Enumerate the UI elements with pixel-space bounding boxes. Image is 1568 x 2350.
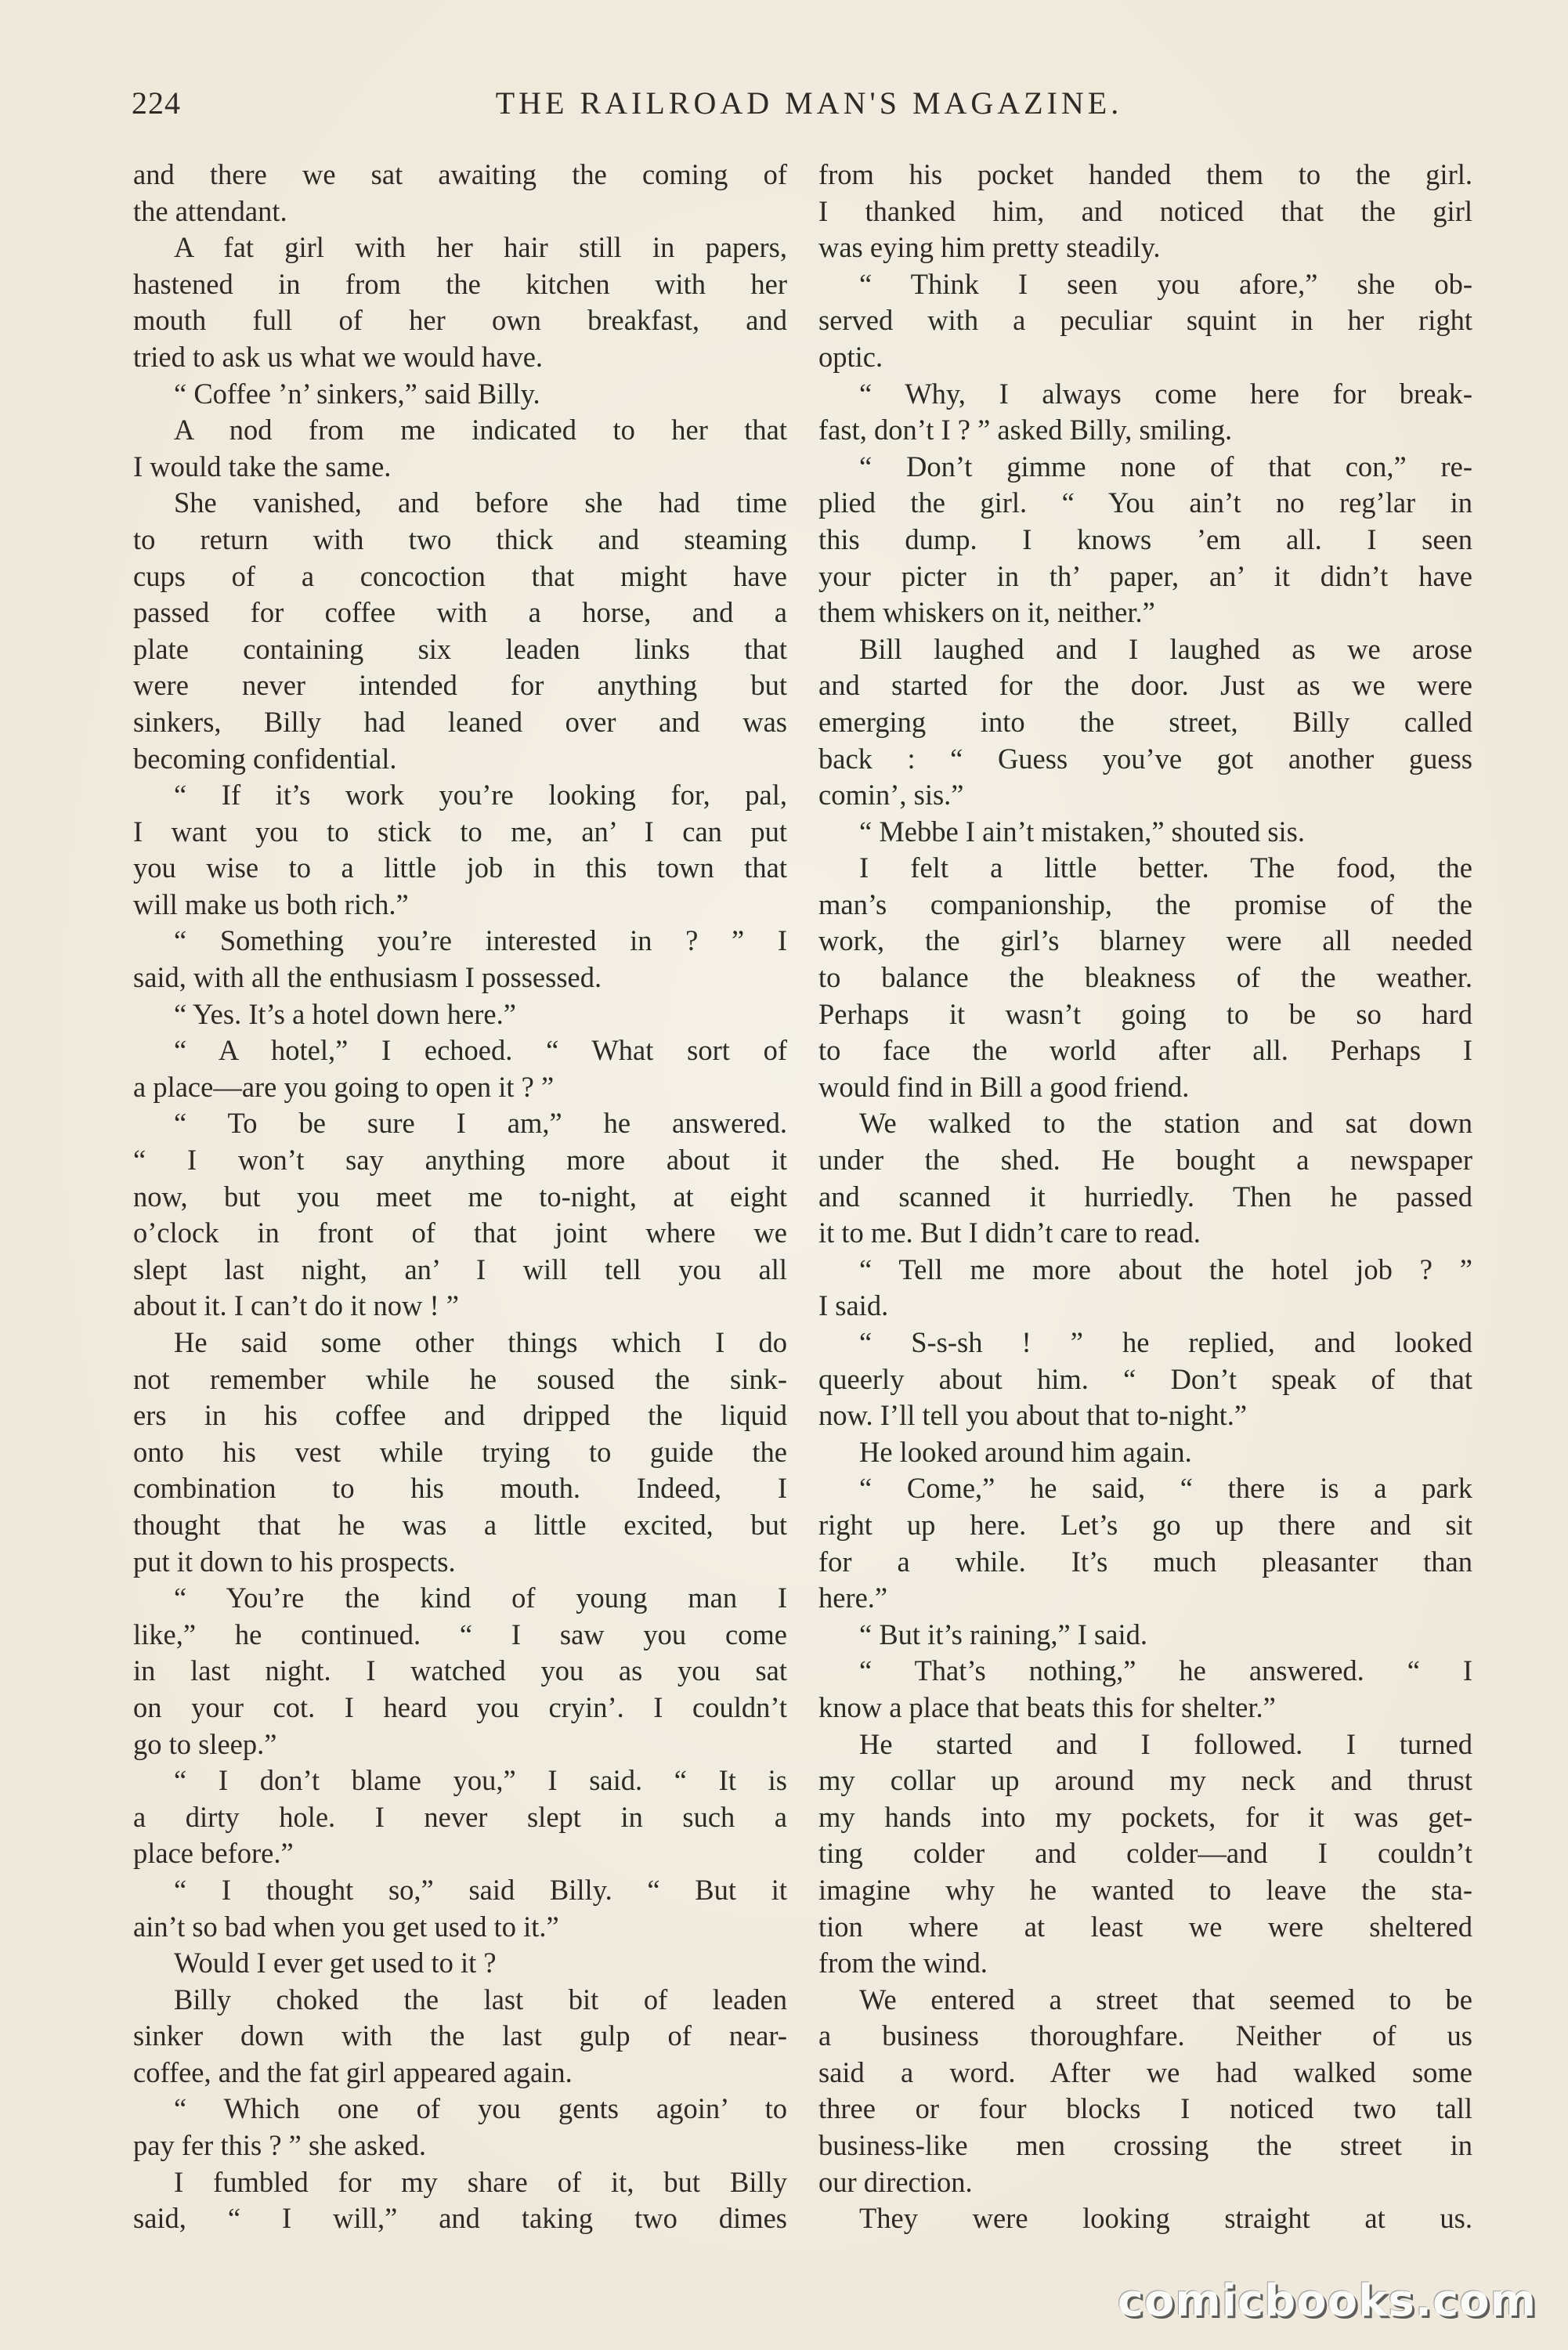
text-line: I said. (818, 1289, 889, 1322)
text-line: onto his vest while trying to guide the (133, 1435, 787, 1468)
text-line: our direction. (818, 2165, 973, 2198)
text-line: queerly about him. “ Don’t speak of that (818, 1362, 1472, 1395)
text-line: go to sleep.” (133, 1727, 277, 1760)
text-line: man’s companionship, the promise of the (818, 888, 1472, 920)
page-header (132, 85, 1487, 132)
text-line: thought that he was a little excited, but (133, 1508, 787, 1541)
text-line: my hands into my pockets, for it was get- (818, 1800, 1472, 1833)
text-line: “ I won’t say anything more about it (133, 1144, 787, 1177)
text-line: He said some other things which I do (174, 1326, 787, 1358)
text-line: said a word. After we had walked some (818, 2055, 1472, 2088)
text-line: from the wind. (818, 1947, 988, 1979)
text-line: said, “ I will,” and taking two dimes (133, 2202, 787, 2235)
text-line: A fat girl with her hair still in papers, (174, 231, 787, 264)
text-line: I want you to stick to me, an’ I can put (133, 815, 787, 848)
text-line: “ To be sure I am,” he answered. (174, 1107, 787, 1140)
text-line: said, with all the enthusiasm I possessed. (133, 961, 602, 994)
text-line: the attendant. (133, 194, 287, 227)
text-line: He started and I followed. I turned (859, 1727, 1472, 1760)
text-line: Billy choked the last bit of leaden (174, 1983, 787, 2016)
page-number: 224 (132, 85, 181, 121)
text-line: now. I’ll tell you about that to-night.” (818, 1399, 1248, 1432)
text-line: would find in Bill a good friend. (818, 1070, 1190, 1103)
text-line: “ Tell me more about the hotel job ? ” (859, 1253, 1472, 1285)
text-line: for a while. It’s much pleasanter than (818, 1545, 1472, 1578)
text-line: sinkers, Billy had leaned over and was (133, 705, 787, 738)
text-line: fast, don’t I ? ” asked Billy, smiling. (818, 414, 1233, 446)
text-line: and started for the door. Just as we were (818, 669, 1472, 702)
text-line: We entered a street that seemed to be (859, 1983, 1472, 2016)
text-line: I thanked him, and noticed that the girl (818, 194, 1472, 227)
text-line: about it. I can’t do it now ! ” (133, 1289, 459, 1322)
text-line: ers in his coffee and dripped the liquid (133, 1399, 787, 1432)
text-line: them whiskers on it, neither.” (818, 596, 1155, 629)
text-line: not remember while he soused the sink- (133, 1362, 787, 1395)
text-line: plate containing six leaden links that (133, 632, 787, 665)
text-line: know a place that beats this for shelter.” (818, 1690, 1276, 1723)
text-line: “ That’s nothing,” he answered. “ I (859, 1654, 1472, 1687)
text-line: emerging into the street, Billy called (818, 705, 1472, 738)
text-line: on your cot. I heard you cryin’. I couldn’t (133, 1690, 787, 1723)
text-line: pay fer this ? ” she asked. (133, 2129, 426, 2162)
text-line: now, but you meet me to-night, at eight (133, 1180, 787, 1213)
text-line: Bill laughed and I laughed as we arose (859, 632, 1472, 665)
text-line: combination to his mouth. Indeed, I (133, 1472, 787, 1505)
text-line: “ Come,” he said, “ there is a park (859, 1472, 1472, 1505)
text-line: “ But it’s raining,” I said. (859, 1618, 1147, 1650)
text-line: to return with two thick and steaming (133, 522, 787, 555)
text-line: “ Which one of you gents agoin’ to (174, 2092, 787, 2125)
text-line: to balance the bleakness of the weather. (818, 961, 1472, 994)
text-line: will make us both rich.” (133, 888, 409, 920)
text-line: becoming confidential. (133, 742, 397, 775)
text-line: place before.” (133, 1837, 294, 1870)
text-line: back : “ Guess you’ve got another guess (818, 742, 1472, 775)
site-watermark: comicbooks.com (1117, 2276, 1537, 2326)
text-line: Would I ever get used to it ? (174, 1947, 497, 1979)
text-line: o’clock in front of that joint where we (133, 1217, 787, 1249)
left-text-column (133, 157, 787, 2237)
text-line: tried to ask us what we would have. (133, 340, 544, 373)
text-line: slept last night, an’ I will tell you all (133, 1253, 787, 1285)
text-line: hastened in from the kitchen with her (133, 267, 787, 300)
text-line: here.” (818, 1582, 888, 1614)
text-line: it to me. But I didn’t care to read. (818, 1217, 1201, 1249)
running-title: THE RAILROAD MAN'S MAGAZINE. (495, 85, 1123, 121)
text-line: this dump. I knows ’em all. I seen (818, 522, 1472, 555)
text-line: served with a peculiar squint in her right (818, 304, 1472, 337)
text-line: a place—are you going to open it ? ” (133, 1070, 555, 1103)
text-line: “ A hotel,” I echoed. “ What sort of (174, 1034, 787, 1067)
text-line: three or four blocks I noticed two tall (818, 2092, 1472, 2125)
text-line: and there we sat awaiting the coming of (133, 158, 787, 190)
text-line: plied the girl. “ You ain’t no reg’lar in (818, 486, 1472, 519)
text-line: coffee, and the fat girl appeared again. (133, 2055, 573, 2088)
text-line: imagine why he wanted to leave the sta- (818, 1873, 1472, 1906)
text-line: and scanned it hurriedly. Then he passed (818, 1180, 1472, 1213)
text-line: work, the girl’s blarney were all needed (818, 924, 1472, 957)
text-line: “ You’re the kind of young man I (174, 1582, 787, 1614)
text-line: tion where at least we were sheltered (818, 1910, 1472, 1943)
text-line: sinker down with the last gulp of near- (133, 2019, 787, 2052)
text-line: put it down to his prospects. (133, 1545, 456, 1578)
text-line: to face the world after all. Perhaps I (818, 1034, 1472, 1067)
text-line: A nod from me indicated to her that (174, 414, 787, 446)
text-line: a dirty hole. I never slept in such a (133, 1800, 787, 1833)
right-text-column (818, 157, 1472, 2237)
text-line: “ If it’s work you’re looking for, pal, (174, 779, 787, 812)
text-line: She vanished, and before she had time (174, 486, 787, 519)
text-line: a business thoroughfare. Neither of us (818, 2019, 1472, 2052)
text-line: my collar up around my neck and thrust (818, 1764, 1472, 1797)
text-line: He looked around him again. (859, 1435, 1192, 1468)
text-line: “ Mebbe I ain’t mistaken,” shouted sis. (859, 815, 1306, 848)
text-line: “ Yes. It’s a hotel down here.” (174, 997, 516, 1030)
text-line: from his pocket handed them to the girl. (818, 158, 1472, 190)
text-line: I would take the same. (133, 450, 392, 483)
text-line: “ I don’t blame you,” I said. “ It is (174, 1764, 787, 1797)
text-line: We walked to the station and sat down (859, 1107, 1472, 1140)
text-line: I fumbled for my share of it, but Billy (174, 2165, 787, 2198)
text-line: “ Don’t gimme none of that con,” re- (859, 450, 1472, 483)
text-line: “ Coffee ’n’ sinkers,” said Billy. (174, 377, 540, 410)
text-line: was eying him pretty steadily. (818, 231, 1161, 264)
text-line: “ Why, I always come here for break- (859, 377, 1472, 410)
text-line: “ Something you’re interested in ? ” I (174, 924, 787, 957)
text-line: They were looking straight at us. (859, 2202, 1472, 2235)
text-line: right up here. Let’s go up there and sit (818, 1508, 1472, 1541)
text-line: “ I thought so,” said Billy. “ But it (174, 1873, 787, 1906)
text-line: like,” he continued. “ I saw you come (133, 1618, 787, 1650)
text-line: were never intended for anything but (133, 669, 787, 702)
text-line: business-like men crossing the street in (818, 2129, 1472, 2162)
text-line: comin’, sis.” (818, 779, 964, 812)
text-line: cups of a concoction that might have (133, 559, 787, 592)
text-line: ting colder and colder—and I couldn’t (818, 1837, 1472, 1870)
text-line: in last night. I watched you as you sat (133, 1654, 787, 1687)
text-line: Perhaps it wasn’t going to be so hard (818, 997, 1472, 1030)
text-line: your picter in th’ paper, an’ it didn’t have (818, 559, 1472, 592)
text-line: you wise to a little job in this town that (133, 851, 787, 884)
text-line: passed for coffee with a horse, and a (133, 596, 787, 629)
text-line: I felt a little better. The food, the (859, 851, 1472, 884)
text-line: “ Think I seen you afore,” she ob- (859, 267, 1472, 300)
text-line: ain’t so bad when you get used to it.” (133, 1910, 559, 1943)
text-line: optic. (818, 340, 883, 373)
text-line: under the shed. He bought a newspaper (818, 1144, 1472, 1177)
text-line: “ S-s-sh ! ” he replied, and looked (859, 1326, 1472, 1358)
text-line: mouth full of her own breakfast, and (133, 304, 787, 337)
